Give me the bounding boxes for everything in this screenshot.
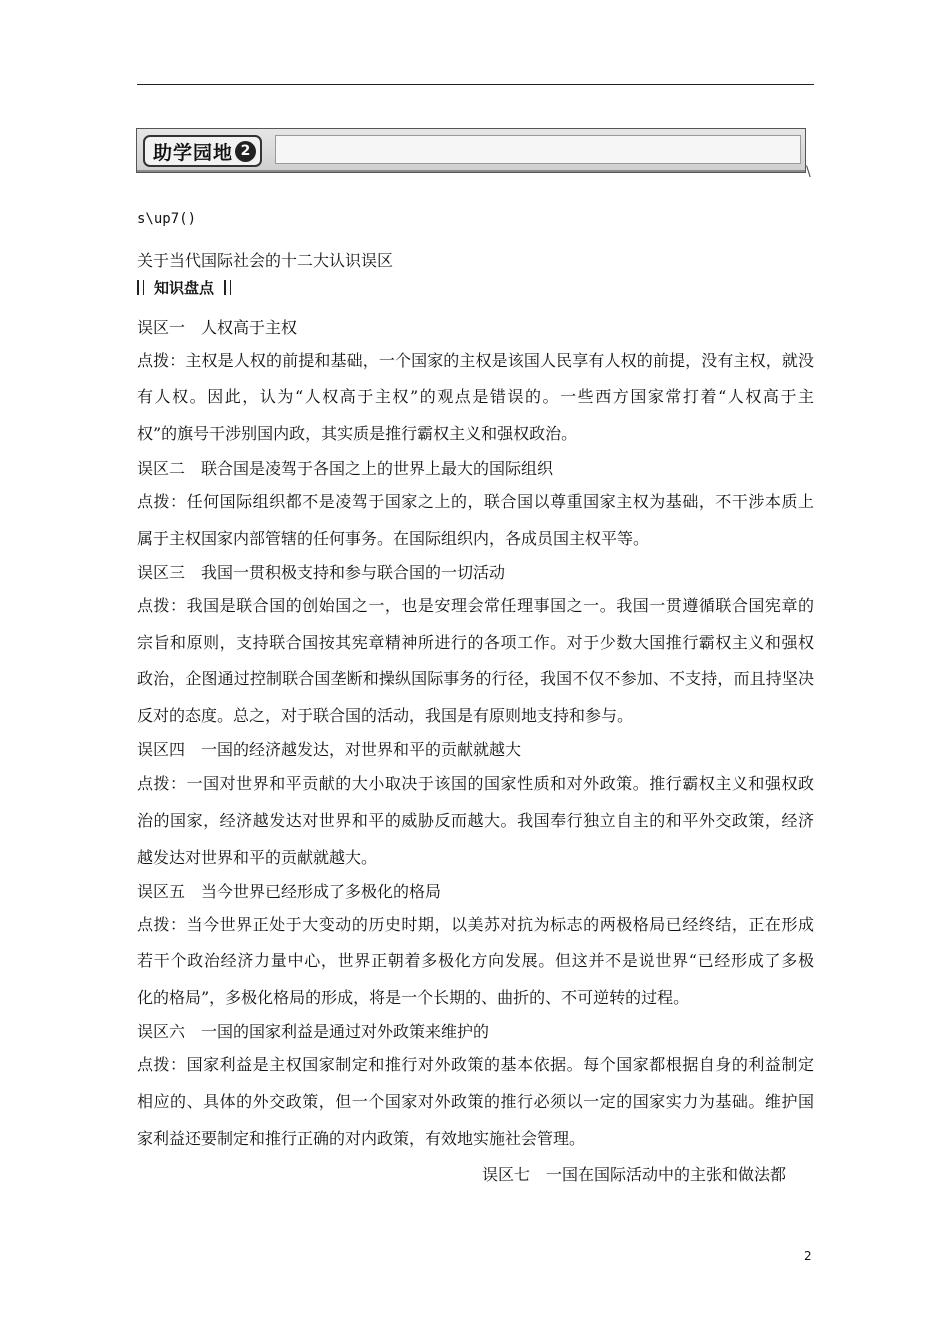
section-bar-right [224,280,231,295]
section-label [137,277,231,298]
text-line-trailing: 误区七 一国在国际活动中的主张和做法都 [482,1165,787,1184]
field-code-line: s\up7() [137,211,197,227]
text-line: 化的格局”，多极化格局的形成，将是一个长期的、曲折的、不可逆转的过程。 [137,988,690,1007]
text-line: 反对的态度。总之，对于联合国的活动，我国是有原则地支持和参与。 [137,706,634,725]
text-line: 治的国家，经济越发达对世界和平的威胁反而越大。我国奉行独立自主的和平外交政策，经济 [137,811,814,830]
section-label-text: 知识盘点 [154,279,215,297]
text-line: 误区二 联合国是凌驾于各国之上的世界上最大的国际组织 [137,459,554,478]
text-line: 点拨：一国对世界和平贡献的大小取决于该国的国家性质和对外政策。推行霸权主义和强权政 [137,774,814,793]
text-line: 越发达对世界和平的贡献就越大。 [137,848,378,867]
text-line: 点拨：任何国际组织都不是凌驾于国家之上的，联合国以尊重国家主权为基础，不干涉本质上 [137,492,814,511]
text-line: 有人权。因此，认为“人权高于主权”的观点是错误的。一些西方国家常打着“人权高于主 [137,387,814,406]
text-line: 权”的旗号干涉别国内政，其实质是推行霸权主义和强权政治。 [137,424,578,443]
banner-number-badge: 2 [235,141,256,162]
text-line: 点拨：我国是联合国的创始国之一，也是安理会常任理事国之一。我国一贯遵循联合国宪章的 [137,596,814,615]
banner-title: 助学园地 [153,141,234,164]
text-line: 误区一 人权高于主权 [137,318,298,337]
section-banner [136,128,806,173]
text-line: 相应的、具体的外交政策，但一个国家对外政策的推行必须以一定的国家实力为基础。维护国 [137,1092,814,1111]
header-rule [137,84,814,85]
banner-fill [275,135,801,164]
page-number: 2 [804,1249,812,1263]
text-line: 点拨：当今世界正处于大变动的历史时期，以美苏对抗为标志的两极格局已经终结，正在形成 [137,915,814,934]
stray-slash-mark: \ [806,164,811,180]
text-line: 误区五 当今世界已经形成了多极化的格局 [137,882,442,901]
text-line: 若干个政治经济力量中心，世界正朝着多极化方向发展。但这并不是说世界“已经形成了多极 [137,951,814,970]
text-line: 误区六 一国的国家利益是通过对外政策来维护的 [137,1022,490,1041]
text-line: 宗旨和原则，支持联合国按其宪章精神所进行的各项工作。对于少数大国推行霸权主义和强权 [137,633,814,652]
text-line: 家利益还要制定和推行正确的对内政策，有效地实施社会管理。 [137,1129,586,1148]
text-line: 点拨：国家利益是主权国家制定和推行对外政策的基本依据。每个国家都根据自身的利益制定 [137,1055,814,1074]
text-line: 政治，企图通过控制联合国垄断和操纵国际事务的行径，我国不仅不参加、不支持，而且持坚决 [137,669,814,688]
text-line: 误区四 一国的经济越发达，对世界和平的贡献就越大 [137,740,522,759]
section-bar-left [137,280,144,295]
page-heading: 关于当代国际社会的十二大认识误区 [137,251,394,270]
banner-tag [143,135,262,167]
text-line: 误区三 我国一贯积极支持和参与联合国的一切活动 [137,563,506,582]
text-line: 点拨：主权是人权的前提和基础，一个国家的主权是该国人民享有人权的前提，没有主权，就没 [137,351,814,370]
text-line: 属于主权国家内部管辖的任何事务。在国际组织内，各成员国主权平等。 [137,529,650,548]
